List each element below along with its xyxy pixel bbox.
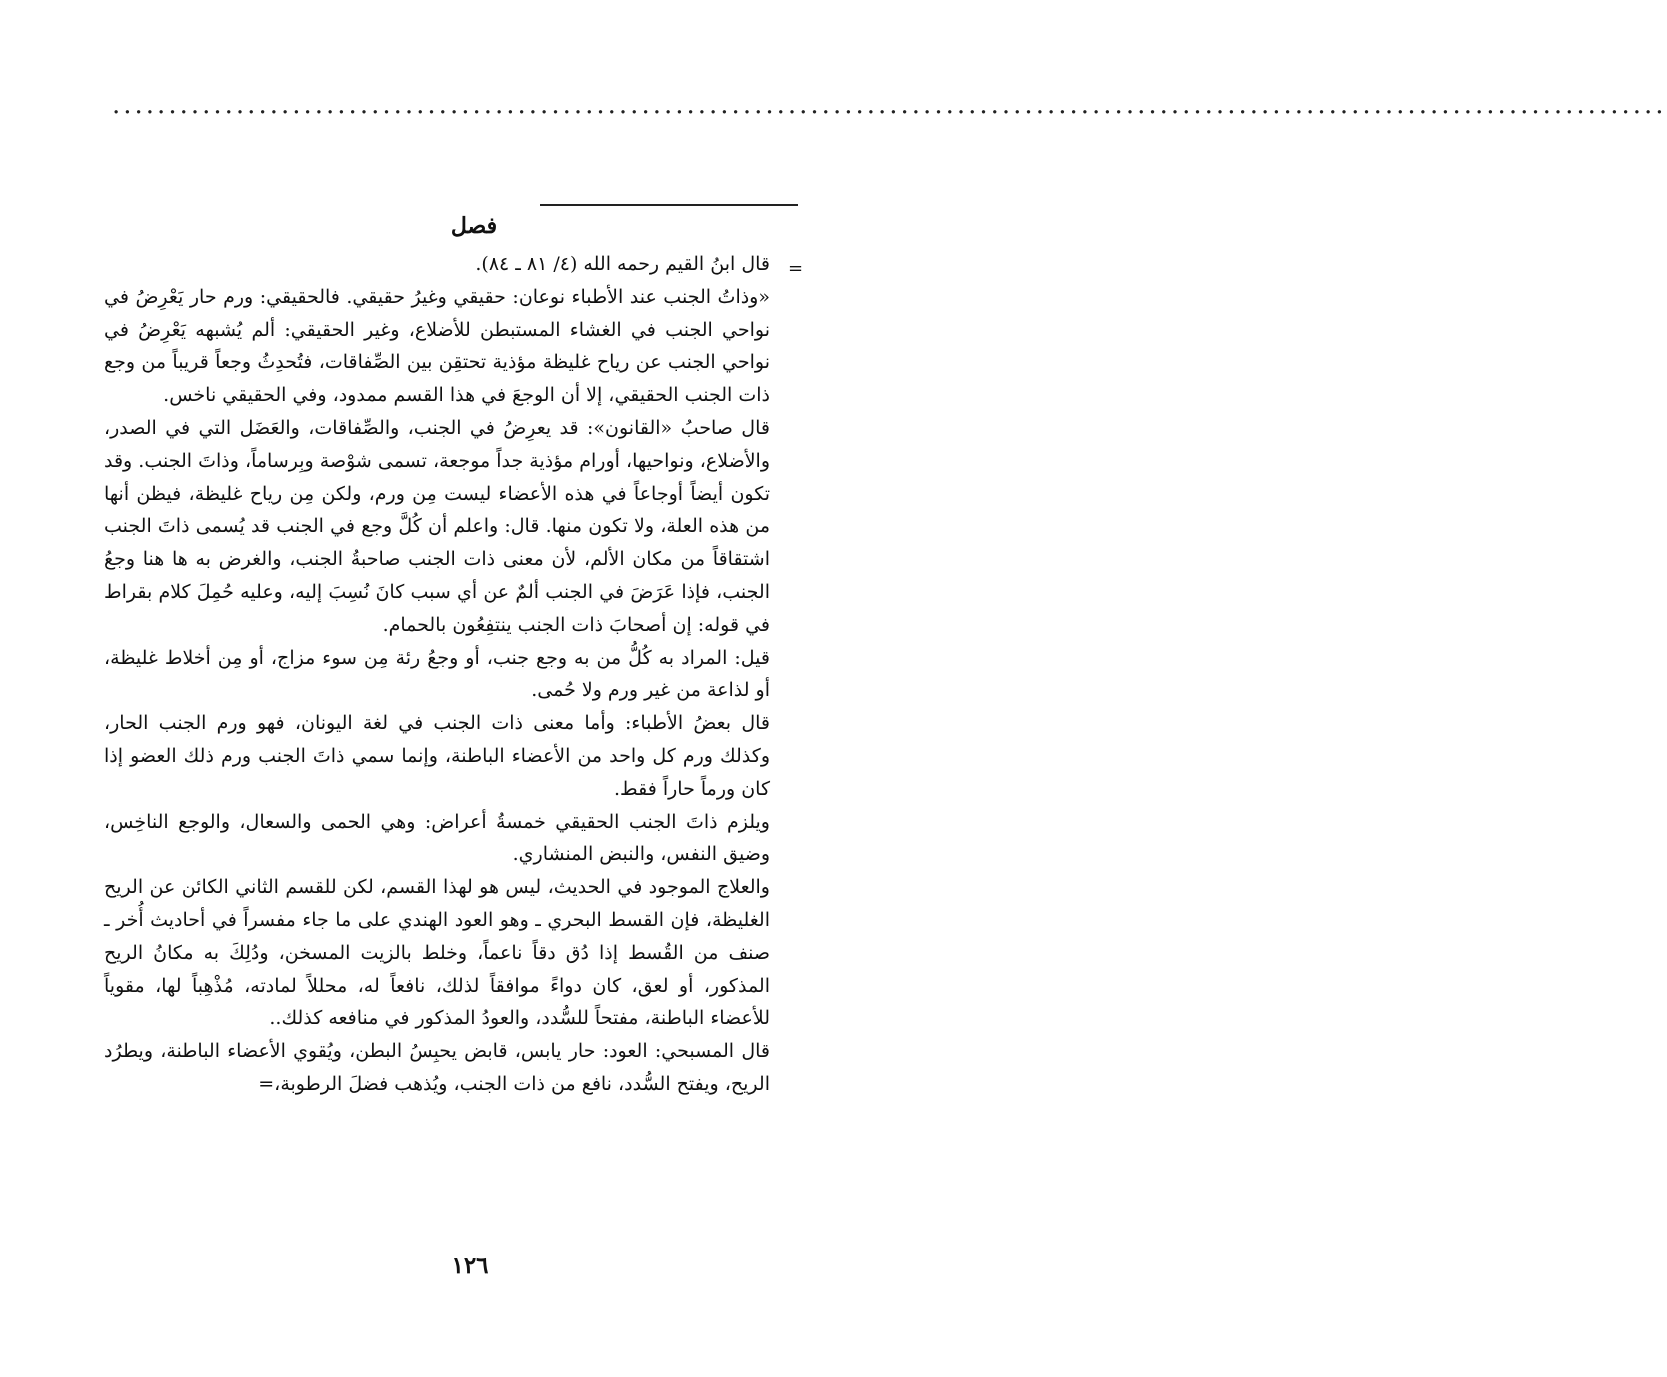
paragraph-musabbihi: قال المسبحي: العود: حار يابس، قابض يحبِسُ البطن، ويُقوي الأعضاء الباطنة، ويطرُد الريح، ويفتح السُّدد، نافع من ذات الجنب، ويُذهب فضلَ الرطوبة،= (104, 1040, 770, 1095)
continuation-marker: = (788, 258, 804, 279)
section-heading: فصل (450, 213, 498, 239)
footnote-body (104, 248, 770, 1101)
paragraph-five-symptoms: ويلزم ذاتَ الجنب الحقيقي خمسةُ أعراض: وهي الحمى والسعال، والوجع الناخِس، وضيق النفس، والنبض المنشاري. (104, 810, 770, 866)
paragraph-qila: قيل: المراد به كُلُّ من به وجع جنب، أو وجعُ رئة مِن سوء مزاج، أو مِن أخلاط غليظة، أو لذاعة من غير ورم ولا حُمى. (104, 646, 770, 702)
paragraph-greek-meaning: قال بعضُ الأطباء: وأما معنى ذات الجنب في لغة اليونان، فهو ورم الجنب الحار، وكذلك ورم كل واحد من الأعضاء الباطنة، وإنما سمي ذاتَ الجنب ورم ذلك العضو إذا كان ورماً حاراً فقط. (104, 712, 770, 800)
header-dot-line: .......................................................................................................................................... (112, 90, 1667, 120)
paragraph-dhat-al-janb-types: «وذاتُ الجنب عند الأطباء نوعان: حقيقي وغيرُ حقيقي. فالحقيقي: ورم حار يَعْرِضُ في نواحي الجنب في الغشاء المستبطن للأضلاع، وغير الحقيقي: ألم يُشبهه يَعْرِضُ في نواحي الجنب عن رياح غليظة مؤذية تحتقِن بين الصِّفاقات، فتُحدِثُ وجعاً قريباً من وجع ذات الجنب الحقيقي، إلا أن الوجعَ في هذا القسم ممدود، وفي الحقيقي ناخس. (104, 285, 770, 407)
paragraph-citation: قال ابنُ القيم رحمه الله (٤/ ٨١ ـ ٨٤). (475, 253, 770, 275)
paragraph-treatment: والعلاج الموجود في الحديث، ليس هو لهذا القسم، لكن للقسم الثاني الكائن عن الريح الغليظة، فإن القسط البحري ـ وهو العود الهندي على ما جاء مفسراً في أحاديث أُخر ـ صنف من القُسط إذا دُق دقاً ناعماً، وخلط بالزيت المسخن، ودُلِكَ به مكانُ الريح المذكور، أو لعق، كان دواءً موافقاً لذلك، نافعاً له، محللاً لمادته، مُذْهِباً لها، مقوياً للأعضاء الباطنة، مفتحاً للسُّدد، والعودُ المذكور في منافعه كذلك.. (104, 876, 771, 1030)
paragraph-qanun-quote: قال صاحبُ «القانون»: قد يعرِضُ في الجنب، والصِّفاقات، والعَضَل التي في الصدر، والأضلاع، ونواحيها، أورام مؤذية جداً موجعة، تسمى شوْصة وبِرساماً، وذاتَ الجنب. وقد تكون أيضاً أوجاعاً في هذه الأعضاء ليست مِن ورم، ولكن مِن رياح غليظة، فيظن أنها من هذه العلة، ولا تكون منها. قال: واعلم أن كُلَّ وجع في الجنب قد يُسمى ذاتَ الجنب اشتقاقاً من مكان الألم، لأن معنى ذات الجنب صاحبةُ الجنب، والغرض به ها هنا وجعُ الجنب، فإذا عَرَضَ في الجنب ألمٌ عن أي سبب كانَ نُسِبَ إليه، وعليه حُمِلَ كلام بقراط في قوله: إن أصحابَ ذات الجنب ينتفِعُون بالحمام. (104, 416, 770, 636)
page-number: ١٢٦ (451, 1252, 489, 1279)
